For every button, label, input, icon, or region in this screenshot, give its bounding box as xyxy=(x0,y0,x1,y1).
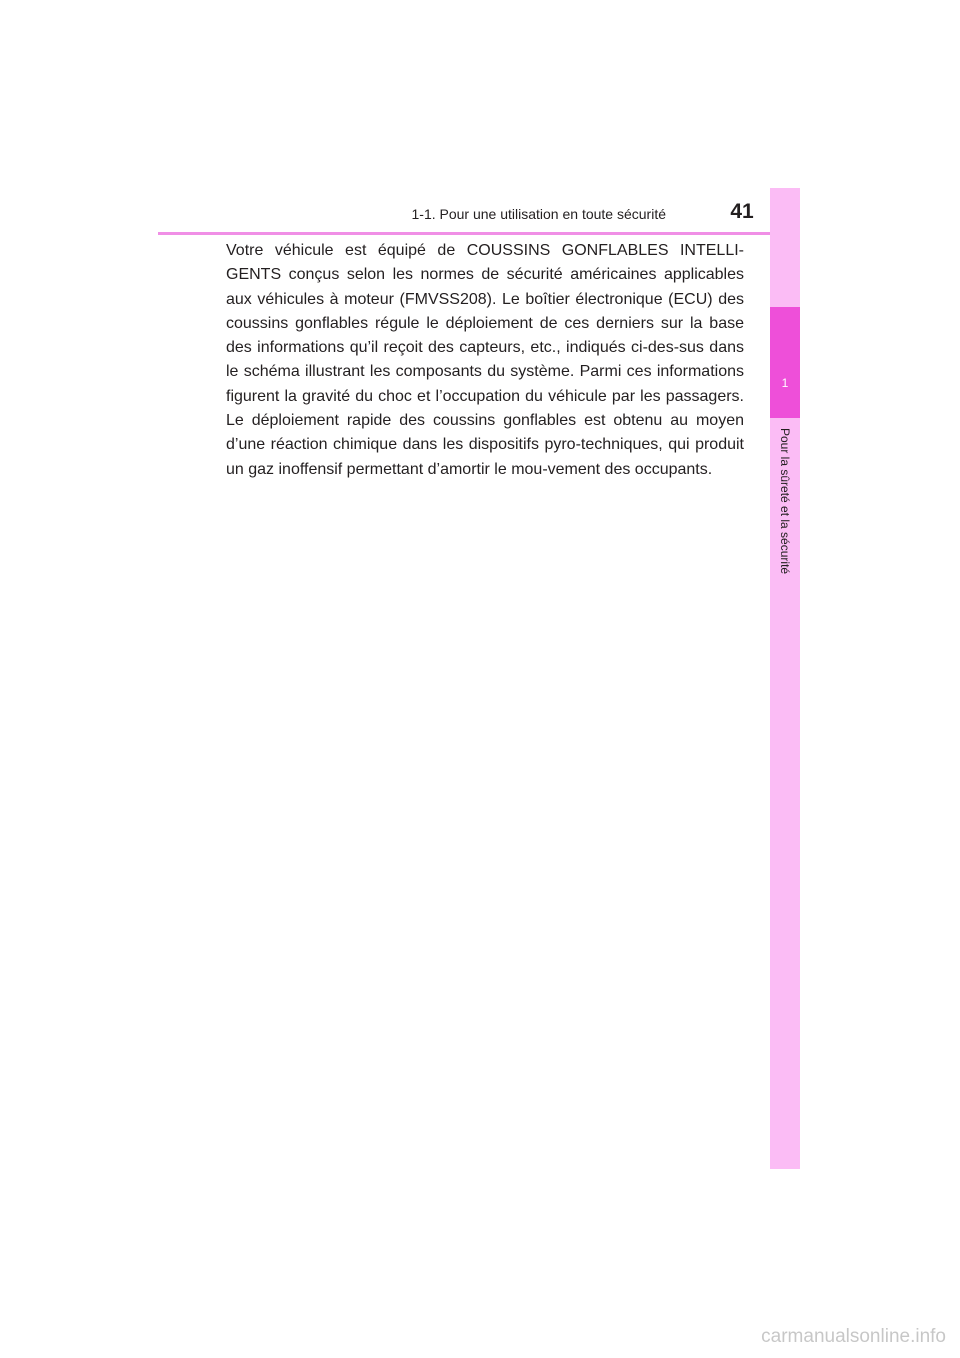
chapter-marker xyxy=(770,307,800,418)
page-number: 41 xyxy=(730,200,754,223)
site-watermark: carmanualsonline.info xyxy=(761,1326,946,1347)
chapter-number: 1 xyxy=(781,376,789,390)
chapter-label: Pour la sûreté et la sécurité xyxy=(778,428,792,575)
header-divider xyxy=(158,232,799,235)
section-title: 1-1. Pour une utilisation en toute sécurité xyxy=(411,206,666,222)
body-paragraph: Votre véhicule est équipé de COUSSINS GONFLABLES INTELLI-GENTS conçus selon les normes de sécurité américaines applicables aux véhicules à moteur (FMVSS208). Le boîtier électronique (ECU) des coussins gonflables régule le déploiement de ces derniers sur la base des informations qu’il reçoit des capteurs, etc., indiqués ci-des-sus dans le schéma illustrant les composants du système. Parmi ces informations figurent la gravité du choc et l’occupation du véhicule par les passagers. Le déploiement rapide des coussins gonflables est obtenu au moyen d’une réaction chimique dans les dispositifs pyro-techniques, qui produit un gaz inoffensif permettant d’amortir le mou-vement des occupants. xyxy=(226,242,744,478)
